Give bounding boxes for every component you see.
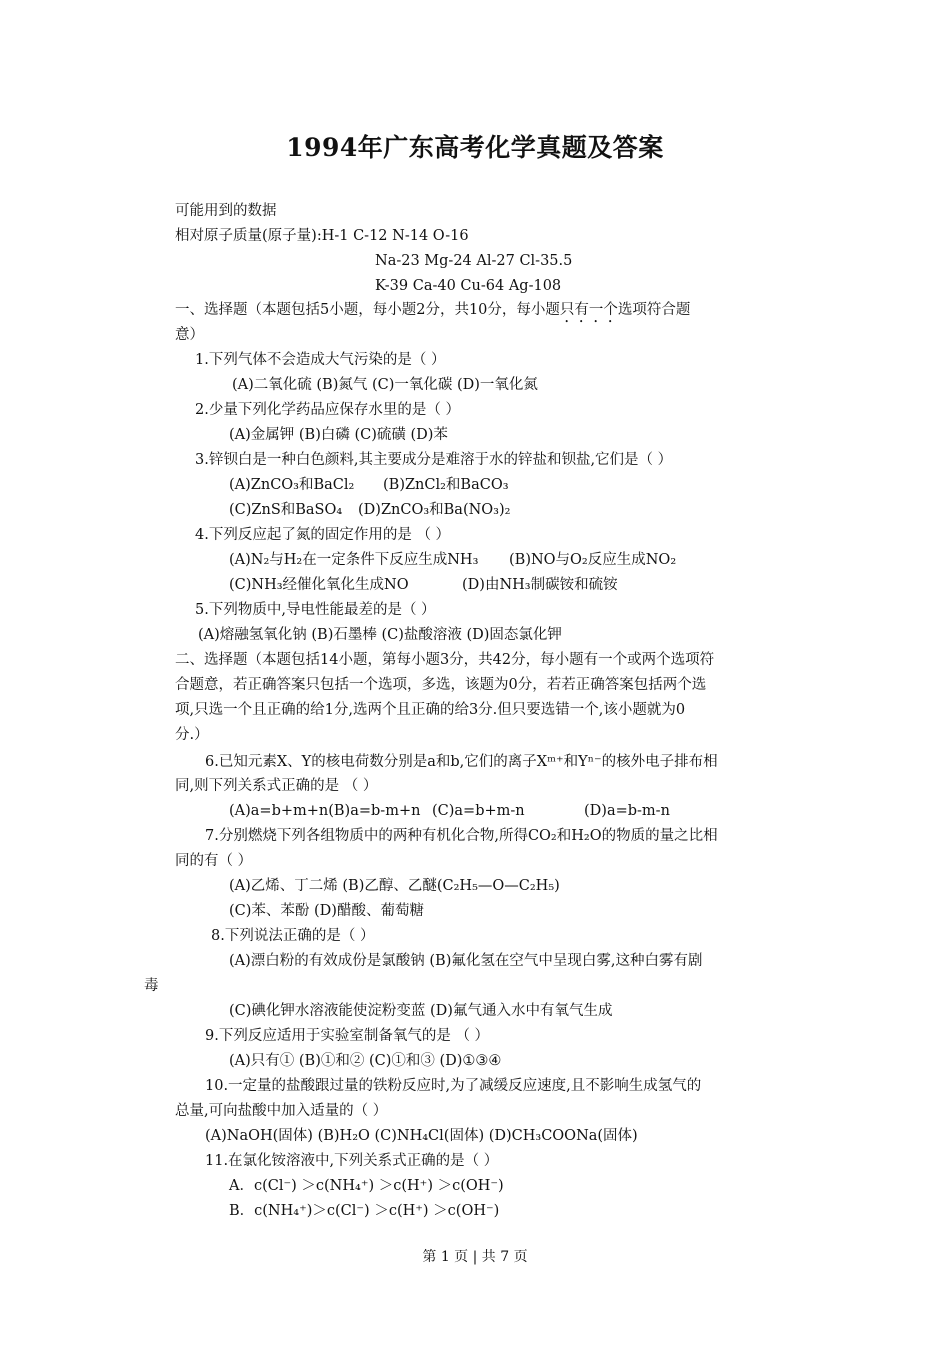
q6-option-c: (C)a=b+m-n <box>432 803 525 819</box>
section2-line-2: 合题意，若正确答案只包括一个选项，多选，该题为0分，若若正确答案包括两个选 <box>175 677 707 693</box>
q10-options: (A)NaOH(固体) (B)H₂O (C)NH₄Cl(固体) (D)CH₃COONa(固体) <box>205 1128 638 1144</box>
q4-stem: 4.下列反应起了氮的固定作用的是 （ ） <box>195 527 451 543</box>
q3-option-b: (B)ZnCl₂和BaCO₃ <box>383 477 509 493</box>
q2-options: (A)金属钾 (B)白磷 (C)硫磺 (D)苯 <box>229 427 448 443</box>
q8-option-ab: (A)漂白粉的有效成份是氯酸钠 (B)氟化氢在空气中呈现白雾,这种白雾有剧 <box>229 953 703 969</box>
q6-stem-2: 同,则下列关系式正确的是 （ ） <box>175 778 378 794</box>
data-label: 可能用到的数据 <box>175 203 277 219</box>
q4-option-d: (D)由NH₃制碳铵和硫铵 <box>462 577 618 593</box>
q8-option-cd: (C)碘化钾水溶液能使淀粉变蓝 (D)氟气通入水中有氧气生成 <box>229 1003 613 1019</box>
q11-stem: 11.在氯化铵溶液中,下列关系式正确的是（ ） <box>205 1153 499 1169</box>
section1-heading-wrap: 意） <box>175 327 204 343</box>
q8-option-ab-wrap: 毒 <box>144 978 159 994</box>
q9-stem: 9.下列反应适用于实验室制备氧气的是 （ ） <box>205 1028 490 1044</box>
q4-option-c: (C)NH₃经催化氧化生成NO <box>229 577 409 593</box>
q7-stem-1: 7.分别燃烧下列各组物质中的两种有机化合物,所得CO₂和H₂O的物质的量之比相 <box>205 828 718 844</box>
q3-option-d: (D)ZnCO₃和Ba(NO₃)₂ <box>358 502 511 518</box>
q6-option-ab: (A)a=b+m+n(B)a=b-m+n <box>229 803 421 819</box>
q10-stem-2: 总量,可向盐酸中加入适量的（ ） <box>175 1103 388 1119</box>
q1-stem: 1.下列气体不会造成大气污染的是（ ） <box>195 352 446 368</box>
q7-option-cd: (C)苯、苯酚 (D)醋酸、葡萄糖 <box>229 903 424 919</box>
q11-option-a: A．c(Cl⁻) ＞c(NH₄⁺) ＞c(H⁺) ＞c(OH⁻) <box>229 1178 504 1194</box>
q5-options: (A)熔融氢氧化钠 (B)石墨棒 (C)盐酸溶液 (D)固态氯化钾 <box>198 627 562 643</box>
q4-option-a: (A)N₂与H₂在一定条件下反应生成NH₃ <box>229 552 479 568</box>
q3-option-a: (A)ZnCO₃和BaCl₂ <box>229 477 355 493</box>
q7-stem-2: 同的有（ ） <box>175 853 253 869</box>
atomic-mass-row-1: 相对原子质量(原子量):H-1 C-12 N-14 O-16 <box>175 228 469 244</box>
q3-stem: 3.锌钡白是一种白色颜料,其主要成分是难溶于水的锌盐和钡盐,它们是（ ） <box>195 452 673 468</box>
atomic-mass-row-2: Na-23 Mg-24 Al-27 Cl-35.5 <box>375 253 573 269</box>
q11-option-b: B．c(NH₄⁺)＞c(Cl⁻) ＞c(H⁺) ＞c(OH⁻) <box>229 1203 500 1219</box>
q6-option-d: (D)a=b-m-n <box>584 803 670 819</box>
section2-line-4: 分.） <box>175 727 209 743</box>
section2-line-3: 项,只选一个且正确的给1分,选两个且正确的给3分.但只要选错一个,该小题就为0 <box>175 702 686 718</box>
q3-option-c: (C)ZnS和BaSO₄ <box>229 502 343 518</box>
q5-stem: 5.下列物质中,导电性能最差的是（ ） <box>195 602 436 618</box>
q2-stem: 2.少量下列化学药品应保存水里的是（ ） <box>195 402 460 418</box>
atomic-mass-row-3: K-39 Ca-40 Cu-64 Ag-108 <box>375 278 562 294</box>
q4-option-b: (B)NO与O₂反应生成NO₂ <box>509 552 677 568</box>
q6-stem-1: 6.已知元素X、Y的核电荷数分别是a和b,它们的离子Xᵐ⁺和Yⁿ⁻的核外电子排布相 <box>205 754 718 770</box>
section1-heading <box>175 300 690 326</box>
q9-options: (A)只有① (B)①和② (C)①和③ (D)①③④ <box>229 1053 502 1069</box>
q1-options: (A)二氧化硫 (B)氮气 (C)一氧化碳 (D)一氧化氮 <box>232 377 538 393</box>
q8-stem: 8.下列说法正确的是（ ） <box>211 928 375 944</box>
section2-line-1: 二、选择题（本题包括14小题，第每小题3分，共42分，每小题有一个或两个选项符 <box>175 652 715 668</box>
page-title: 1994年广东高考化学真题及答案 <box>286 133 664 162</box>
q7-option-ab: (A)乙烯、丁二烯 (B)乙醇、乙醚(C₂H₅—O—C₂H₅) <box>229 878 560 894</box>
page-footer: 第 1 页 | 共 7 页 <box>422 1249 528 1265</box>
section1-heading-post: 选项符合题 <box>617 302 691 318</box>
q10-stem-1: 10.一定量的盐酸跟过量的铁粉反应时,为了减缓反应速度,且不影响生成氢气的 <box>205 1078 702 1094</box>
section1-heading-pre: 一、选择题（本题包括5小题，每小题2分，共10分，每小题 <box>175 302 560 318</box>
section1-emphasis: 只有一个 <box>559 302 618 318</box>
